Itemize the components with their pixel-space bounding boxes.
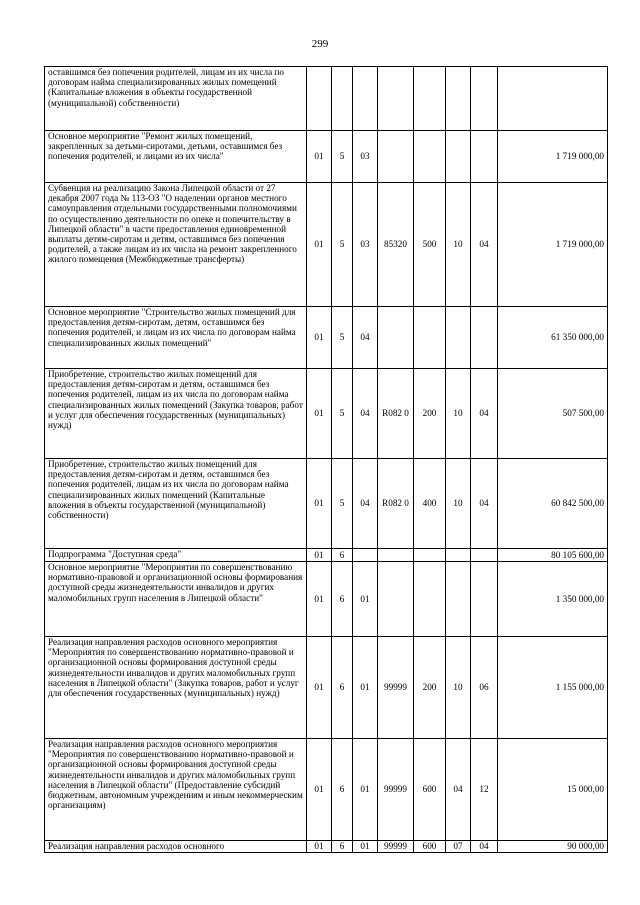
activity-code: 01 — [353, 841, 378, 853]
activity-code: 01 — [353, 739, 378, 841]
program-code — [307, 67, 332, 131]
subprogram-code: 6 — [332, 841, 353, 853]
direction-code: 99999 — [378, 841, 414, 853]
activity-code: 01 — [353, 637, 378, 739]
amount: 90 000,00 — [498, 841, 608, 853]
subsection-code: 04 — [471, 841, 498, 853]
amount: 507 500,00 — [498, 369, 608, 459]
amount: 60 842 500,00 — [498, 459, 608, 549]
activity-code — [353, 67, 378, 131]
direction-code — [378, 131, 414, 183]
section-code — [446, 562, 471, 637]
expense-type-code: 500 — [414, 183, 446, 307]
subprogram-code: 5 — [332, 459, 353, 549]
amount — [498, 67, 608, 131]
program-code: 01 — [307, 459, 332, 549]
table-row — [45, 562, 608, 637]
program-code: 01 — [307, 841, 332, 853]
activity-code — [353, 549, 378, 562]
table-row — [45, 459, 608, 549]
direction-code — [378, 549, 414, 562]
subprogram-code: 5 — [332, 131, 353, 183]
direction-code — [378, 67, 414, 131]
subsection-code: 06 — [471, 637, 498, 739]
row-description: Основное мероприятие "Ремонт жилых помещений, закрепленных за детьми-сиротами, детьми, оставшимся без попечения родителей, и лицами из их числа" — [45, 131, 307, 183]
row-description: Основное мероприятие "Строительство жилых помещений для предоставления детям-сиротам, детям, оставшимся без попечения родителей, и лицам из их числа по договорам найма специализированных жилых помещений" — [45, 307, 307, 369]
row-description: Основное мероприятие "Мероприятия по совершенствованию нормативно-правовой и организационной основы формирования доступной среды жизнедеятельности инвалидов и других маломобильных групп населения в Липецкой области" — [45, 562, 307, 637]
expense-type-code: 200 — [414, 637, 446, 739]
program-code: 01 — [307, 369, 332, 459]
direction-code — [378, 307, 414, 369]
expense-type-code — [414, 67, 446, 131]
section-code: 04 — [446, 739, 471, 841]
row-description: Подпрограмма "Доступная среда" — [45, 549, 307, 562]
program-code: 01 — [307, 549, 332, 562]
section-code: 10 — [446, 369, 471, 459]
amount: 1 719 000,00 — [498, 183, 608, 307]
expense-type-code: 600 — [414, 841, 446, 853]
expense-type-code — [414, 549, 446, 562]
subsection-code: 04 — [471, 183, 498, 307]
subprogram-code — [332, 67, 353, 131]
direction-code: R082 0 — [378, 459, 414, 549]
expense-type-code — [414, 131, 446, 183]
amount: 15 000,00 — [498, 739, 608, 841]
row-description: Приобретение, строительство жилых помещений для предоставления детям-сиротам и детям, оставшимся без попечения родителей, лицам из их числа по договорам найма специализированных жилых помещений (Капитальные вложения в объекты государственной (муниципальной) собственности) — [45, 459, 307, 549]
table-row — [45, 549, 608, 562]
activity-code: 04 — [353, 369, 378, 459]
direction-code: 85320 — [378, 183, 414, 307]
subprogram-code: 6 — [332, 739, 353, 841]
table-row — [45, 841, 608, 853]
expense-type-code: 600 — [414, 739, 446, 841]
subsection-code — [471, 131, 498, 183]
direction-code: R082 0 — [378, 369, 414, 459]
subprogram-code: 6 — [332, 562, 353, 637]
subsection-code — [471, 67, 498, 131]
row-description: Реализация направления расходов основного мероприятия "Мероприятия по совершенствованию нормативно-правовой и организационной основы формирования доступной среды жизнедеятельности инвалидов и других маломобильных групп населения в Липецкой области" (Закупка товаров, работ и услуг для обеспечения государственных (муниципальных) нужд) — [45, 637, 307, 739]
row-description: Реализация направления расходов основного — [45, 841, 307, 853]
section-code — [446, 131, 471, 183]
row-description: Приобретение, строительство жилых помещений для предоставления детям-сиротам и детям, оставшимся без попечения родителей, лицам из их числа по договорам найма специализированных жилых помещений (Закупка товаров, работ и услуг для обеспечения государственных (муниципальных) нужд) — [45, 369, 307, 459]
direction-code — [378, 562, 414, 637]
table-row — [45, 369, 608, 459]
table-row — [45, 183, 608, 307]
subsection-code — [471, 562, 498, 637]
row-description: оставшимся без попечения родителей, лицам из их числа по договорам найма специализированных жилых помещений (Капитальные вложения в объекты государственной (муниципальной) собственности) — [45, 67, 307, 131]
subprogram-code: 5 — [332, 307, 353, 369]
section-code: 10 — [446, 459, 471, 549]
subsection-code — [471, 307, 498, 369]
program-code: 01 — [307, 183, 332, 307]
section-code: 07 — [446, 841, 471, 853]
subprogram-code: 6 — [332, 637, 353, 739]
amount: 1 155 000,00 — [498, 637, 608, 739]
program-code: 01 — [307, 307, 332, 369]
subsection-code: 12 — [471, 739, 498, 841]
budget-table — [44, 66, 608, 853]
program-code: 01 — [307, 562, 332, 637]
table-row — [45, 739, 608, 841]
expense-type-code: 200 — [414, 369, 446, 459]
direction-code: 99999 — [378, 637, 414, 739]
activity-code: 04 — [353, 307, 378, 369]
section-code: 10 — [446, 183, 471, 307]
row-description: Субвенция на реализацию Закона Липецкой области от 27 декабря 2007 года № 113-ОЗ "О наделении органов местного самоуправления отдельными государственными полномочиями по осуществлению деятельности по опеке и попечительству в Липецкой области" в части предоставления единовременной выплаты детям-сиротам и детям, оставшимся без попечения родителей, а также лицам из их числа на ремонт закрепленного жилого помещения (Межбюджетные трансферты) — [45, 183, 307, 307]
expense-type-code: 400 — [414, 459, 446, 549]
section-code: 10 — [446, 637, 471, 739]
activity-code: 03 — [353, 183, 378, 307]
page-number: 299 — [311, 38, 329, 50]
subprogram-code: 5 — [332, 183, 353, 307]
section-code — [446, 67, 471, 131]
subprogram-code: 6 — [332, 549, 353, 562]
table-row — [45, 307, 608, 369]
expense-type-code — [414, 307, 446, 369]
amount: 80 105 600,00 — [498, 549, 608, 562]
program-code: 01 — [307, 739, 332, 841]
amount: 1 719 000,00 — [498, 131, 608, 183]
activity-code: 01 — [353, 562, 378, 637]
amount: 61 350 000,00 — [498, 307, 608, 369]
section-code — [446, 549, 471, 562]
program-code: 01 — [307, 637, 332, 739]
activity-code: 03 — [353, 131, 378, 183]
row-description: Реализация направления расходов основного мероприятия "Мероприятия по совершенствованию нормативно-правовой и организационной основы формирования доступной среды жизнедеятельности инвалидов и других маломобильных групп населения в Липецкой области" (Предоставление субсидий бюджетным, автономным учреждениям и иным некоммерческим организациям) — [45, 739, 307, 841]
activity-code: 04 — [353, 459, 378, 549]
section-code — [446, 307, 471, 369]
program-code: 01 — [307, 131, 332, 183]
table-row — [45, 67, 608, 131]
amount: 1 350 000,00 — [498, 562, 608, 637]
table-row — [45, 637, 608, 739]
expense-type-code — [414, 562, 446, 637]
subprogram-code: 5 — [332, 369, 353, 459]
subsection-code: 04 — [471, 369, 498, 459]
subsection-code: 04 — [471, 459, 498, 549]
table-row — [45, 131, 608, 183]
subsection-code — [471, 549, 498, 562]
direction-code: 99999 — [378, 739, 414, 841]
